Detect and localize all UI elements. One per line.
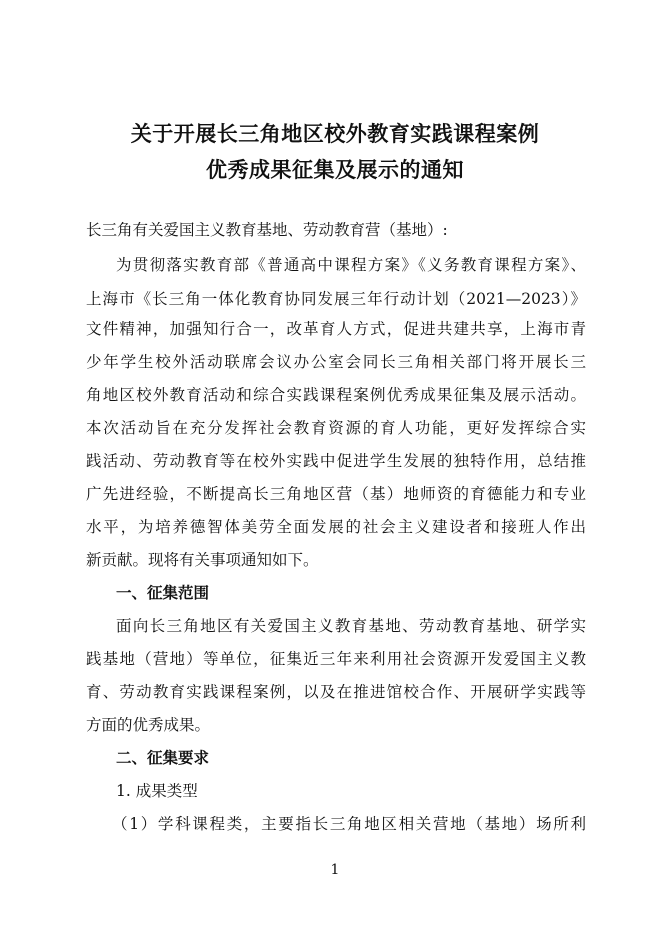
paragraph-line: 上海市《长三角一体化教育协同发展三年行动计划（2021—2023）》 [86, 290, 586, 308]
paragraph-line: 新贡献。现将有关事项通知如下。 [86, 551, 319, 569]
document-title-line-1: 关于开展长三角地区校外教育实践课程案例 [130, 121, 540, 146]
page-number: 1 [330, 862, 340, 878]
paragraph-line: 育、劳动教育实践课程案例，以及在推进馆校合作、开展研学实践等 [86, 683, 586, 701]
subheading-result-types: 1. 成果类型 [116, 782, 198, 800]
paragraph-line: 本次活动旨在充分发挥社会教育资源的育人功能，更好发挥综合实 [86, 419, 586, 437]
paragraph-line: 文件精神，加强知行合一，改革育人方式，促进共建共享，上海市青 [86, 320, 586, 338]
paragraph-line: 为贯彻落实教育部《普通高中课程方案》《义务教育课程方案》、 [116, 256, 586, 274]
section-heading-scope: 一、征集范围 [116, 584, 210, 602]
paragraph-line: 践基地（营地）等单位，征集近三年来利用社会资源开发爱国主义教 [86, 650, 586, 668]
salutation: 长三角有关爱国主义教育基地、劳动教育营（基地）: [86, 221, 448, 239]
paragraph-line: 水平，为培养德智体美劳全面发展的社会主义建设者和接班人作出 [86, 518, 586, 536]
paragraph-line: 广先进经验，不断提高长三角地区营（基）地师资的育德能力和专业 [86, 485, 586, 503]
paragraph-line: 面向长三角地区有关爱国主义教育基地、劳动教育基地、研学实 [116, 617, 586, 635]
list-item-subject-course: （1）学科课程类，主要指长三角地区相关营地（基地）场所利 [112, 815, 586, 833]
paragraph-line: 少年学生校外活动联席会议办公室会同长三角相关部门将开展长三 [86, 353, 586, 371]
section-heading-requirements: 二、征集要求 [116, 749, 210, 767]
paragraph-line: 角地区校外教育活动和综合实践课程案例优秀成果征集及展示活动。 [86, 386, 586, 404]
paragraph-line: 方面的优秀成果。 [86, 716, 211, 734]
document-title-line-2: 优秀成果征集及展示的通知 [206, 157, 464, 182]
paragraph-line: 践活动、劳动教育等在校外实践中促进学生发展的独特作用，总结推 [86, 452, 586, 470]
